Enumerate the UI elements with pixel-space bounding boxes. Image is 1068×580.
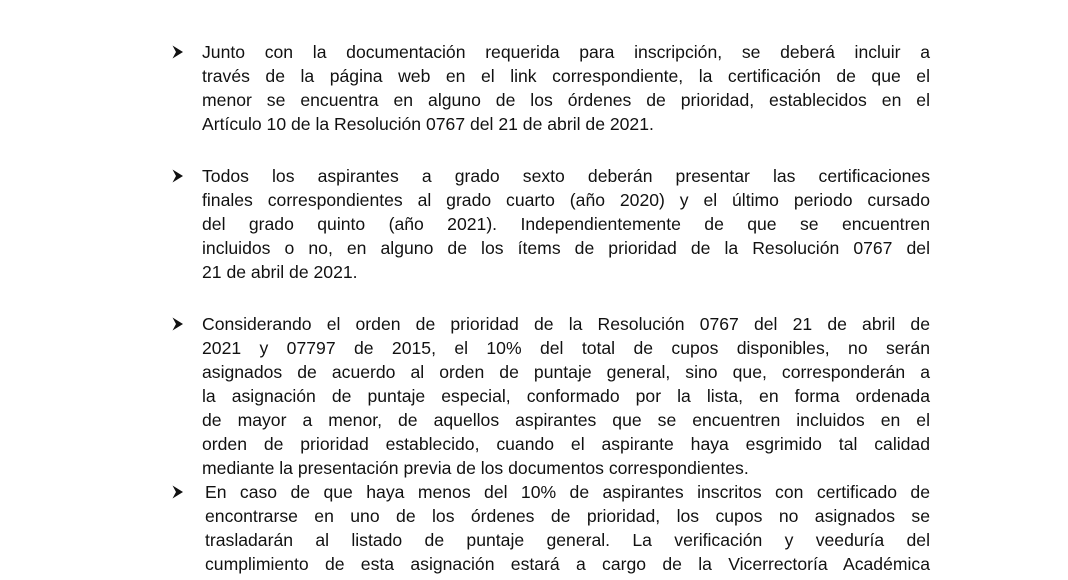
bullet-text [205,480,930,576]
text-line: cumplimiento de esta asignación estará a cargo de la Vicerrectoría Académica [205,554,930,574]
text-line: 21 de abril de 2021. [202,262,358,282]
arrowhead-bullet-icon [171,40,185,64]
text-line: finales correspondientes al grado cuarto (año 2020) y el último periodo cursado [202,190,930,210]
text-line: de mayor a menor, de aquellos aspirantes que se encuentren incluidos en el [202,410,930,430]
text-line: del grado quinto (año 2021). Independientemente de que se encuentren [202,214,930,234]
text-line: En caso de que haya menos del 10% de aspirantes inscritos con certificado de [205,482,930,502]
bullet-text [202,312,930,480]
text-line: 2021 y 07797 de 2015, el 10% del total de cupos disponibles, no serán [202,338,930,358]
arrowhead-bullet-icon [171,480,185,504]
bullet-text [202,40,930,136]
text-line: trasladarán al listado de puntaje general. La verificación y veeduría del [205,530,930,550]
text-line: Junto con la documentación requerida para inscripción, se deberá incluir a [202,42,930,62]
text-line: Artículo 10 de la Resolución 0767 del 21 de abril de 2021. [202,114,654,134]
text-line: Considerando el orden de prioridad de la Resolución 0767 del 21 de abril de [202,314,930,334]
text-line: la asignación de puntaje especial, conformado por la lista, en forma ordenada [202,386,930,406]
text-line: través de la página web en el link correspondiente, la certificación de que el [202,66,930,86]
text-line: asignados de acuerdo al orden de puntaje general, sino que, corresponderán a [202,362,930,382]
arrowhead-bullet-icon [171,164,185,188]
text-line: menor se encuentra en alguno de los órdenes de prioridad, establecidos en el [202,90,930,110]
text-line: mediante la presentación previa de los documentos correspondientes. [202,458,749,478]
bullet-text [202,164,930,284]
arrowhead-bullet-icon [171,312,185,336]
text-line: incluidos o no, en alguno de los ítems de prioridad de la Resolución 0767 del [202,238,930,258]
text-line: orden de prioridad establecido, cuando el aspirante haya esgrimido tal calidad [202,434,930,454]
text-line: encontrarse en uno de los órdenes de prioridad, los cupos no asignados se [205,506,930,526]
text-line: Todos los aspirantes a grado sexto deberán presentar las certificaciones [202,166,930,186]
